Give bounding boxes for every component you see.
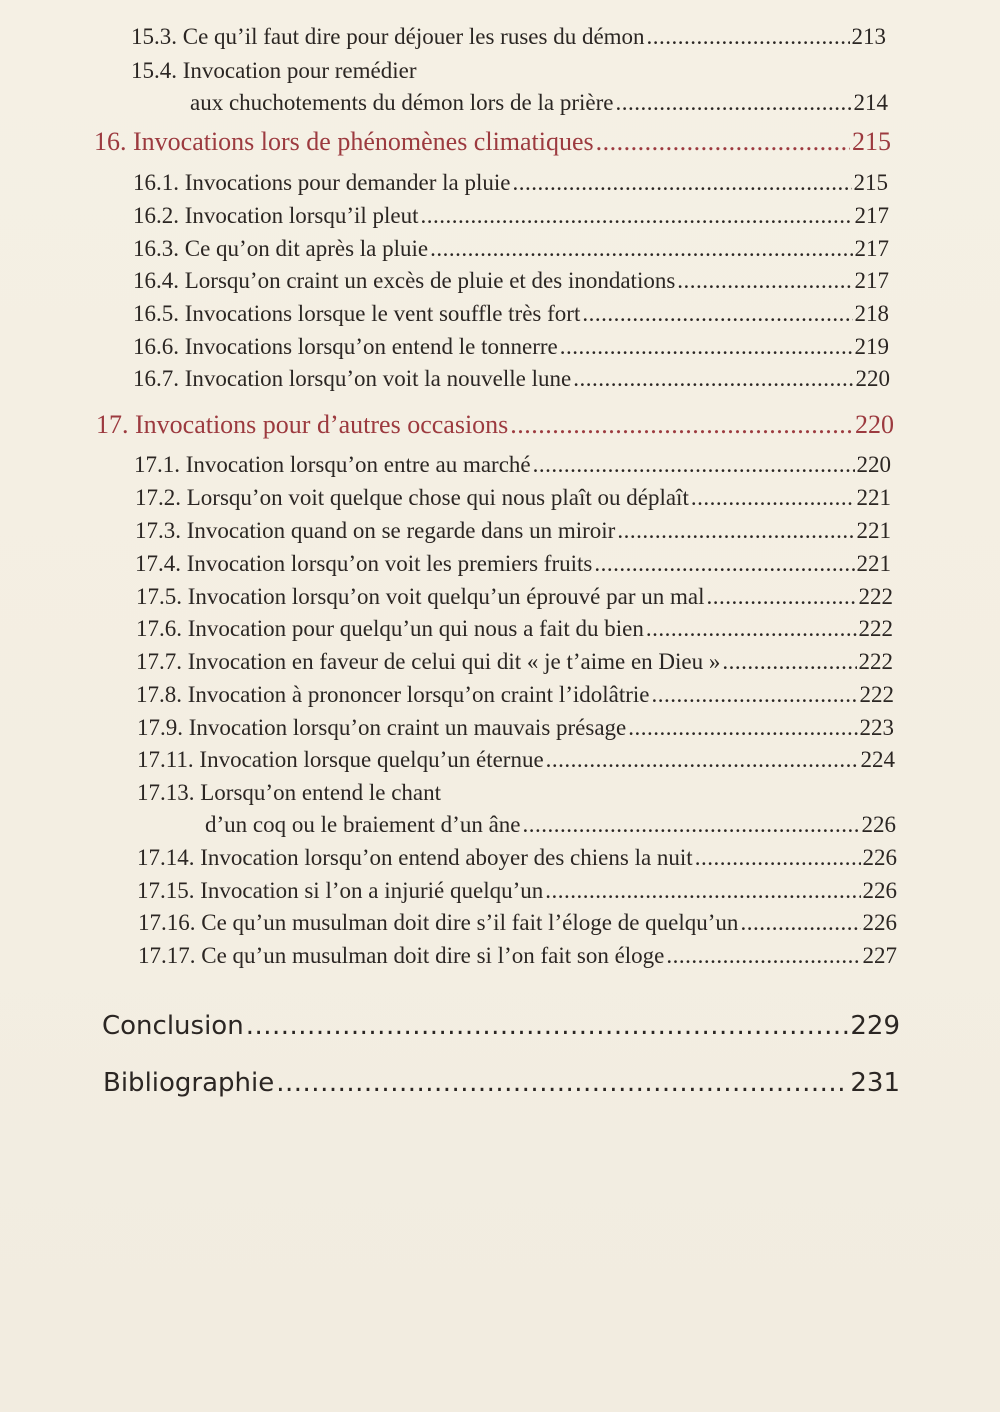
chapter-page: 220 xyxy=(855,410,894,439)
dot-leader xyxy=(596,127,850,157)
chapter-number: 16. xyxy=(94,127,127,156)
toc-entry-16-5 xyxy=(133,301,889,327)
entry-number: 17.11. xyxy=(137,747,194,772)
entry-page: 222 xyxy=(858,584,893,609)
section-page: 229 xyxy=(850,1011,900,1041)
toc-entry-17-9 xyxy=(137,715,894,741)
dot-leader xyxy=(533,452,855,478)
toc-bibliographie xyxy=(103,1068,900,1098)
entry-number: 16.5. xyxy=(133,301,179,326)
entry-page: 226 xyxy=(861,812,896,837)
section-page: 231 xyxy=(850,1068,900,1098)
entry-title: Invocation lorsqu’on voit les premiers fruits xyxy=(186,551,593,576)
toc-entry-17-16 xyxy=(138,910,897,936)
toc-entry-16-7 xyxy=(133,366,890,392)
section-title: Conclusion xyxy=(102,1011,244,1041)
toc-entry-17-15 xyxy=(137,878,897,904)
entry-number: 16.1. xyxy=(133,170,179,195)
chapter-page: 215 xyxy=(852,127,891,156)
entry-title: Lorsqu’on entend le chant xyxy=(200,780,442,805)
toc-entry-16-1 xyxy=(133,170,888,196)
entry-title: aux chuchotements du démon lors de la prière xyxy=(190,90,614,115)
toc-entry-17-17 xyxy=(138,943,897,969)
entry-page: 217 xyxy=(854,236,889,261)
entry-title: Invocations lorsque le vent souffle très fort xyxy=(184,301,581,326)
toc-entry-16-6 xyxy=(133,334,889,360)
toc-entry-17-3 xyxy=(135,518,891,544)
toc-entry-15-3 xyxy=(131,24,886,50)
entry-page: 220 xyxy=(855,366,890,391)
entry-number: 17.9. xyxy=(137,715,183,740)
dot-leader xyxy=(594,551,854,577)
entry-number: 17.4. xyxy=(135,551,181,576)
entry-title: Invocation quand on se regarde dans un miroir xyxy=(186,518,616,543)
dot-leader xyxy=(512,170,851,196)
entry-title: d’un coq ou le braiement d’un âne xyxy=(205,812,521,837)
dot-leader xyxy=(246,1011,849,1041)
toc-entry-16-2 xyxy=(133,203,889,229)
entry-number: 17.17. xyxy=(138,943,196,968)
entry-number: 17.14. xyxy=(137,845,195,870)
entry-page: 215 xyxy=(853,170,888,195)
entry-number: 17.3. xyxy=(135,518,181,543)
toc-conclusion xyxy=(102,1011,900,1041)
entry-title: Invocation lorsqu’on craint un mauvais présage xyxy=(188,715,627,740)
toc-entry-17-11 xyxy=(137,747,895,773)
dot-leader xyxy=(617,518,854,544)
dot-leader xyxy=(582,301,852,327)
dot-leader xyxy=(695,845,861,871)
dot-leader xyxy=(647,24,850,50)
entry-title: Ce qu’un musulman doit dire s’il fait l’éloge de quelqu’un xyxy=(201,910,739,935)
dot-leader xyxy=(722,649,856,675)
entry-page: 224 xyxy=(860,747,895,772)
dot-leader xyxy=(677,268,852,294)
entry-title: Ce qu’on dit après la pluie xyxy=(184,236,429,261)
entry-number: 15.3. xyxy=(131,24,177,49)
entry-number: 17.6. xyxy=(136,616,182,641)
entry-number: 17.1. xyxy=(134,452,180,477)
dot-leader xyxy=(545,878,860,904)
entry-number: 17.2. xyxy=(135,485,181,510)
toc-chapter-16 xyxy=(94,127,891,157)
dot-leader xyxy=(573,366,853,392)
toc-entry-17-13 xyxy=(137,780,441,806)
dot-leader xyxy=(510,410,853,440)
toc-entry-16-4 xyxy=(133,268,889,294)
toc-entry-17-14 xyxy=(137,845,897,871)
toc-entry-16-3 xyxy=(133,236,889,262)
entry-number: 16.6. xyxy=(133,334,179,359)
entry-title: Invocation lorsqu’on voit quelqu’un éprouvé par un mal xyxy=(187,584,705,609)
entry-page: 217 xyxy=(854,203,889,228)
dot-leader xyxy=(546,747,859,773)
entry-number: 16.4. xyxy=(133,268,179,293)
toc-entry-17-6 xyxy=(136,616,893,642)
entry-title: Invocations lorsqu’on entend le tonnerre xyxy=(184,334,558,359)
entry-page: 221 xyxy=(856,551,891,576)
entry-page: 222 xyxy=(858,616,893,641)
entry-title: Invocation à prononcer lorsqu’on craint l’idolâtrie xyxy=(187,682,650,707)
entry-page: 223 xyxy=(859,715,894,740)
entry-number: 17.7. xyxy=(136,649,182,674)
entry-number: 17.16. xyxy=(138,910,196,935)
toc-chapter-17 xyxy=(96,410,894,440)
dot-leader xyxy=(523,812,860,838)
toc-entry-17-2 xyxy=(135,485,891,511)
entry-title: Invocation lorsqu’on voit la nouvelle lune xyxy=(184,366,572,391)
toc-entry-15-4-continued xyxy=(190,90,888,116)
section-title: Bibliographie xyxy=(103,1068,275,1098)
toc-entry-17-1 xyxy=(134,452,891,478)
dot-leader xyxy=(421,203,853,229)
entry-page: 226 xyxy=(862,878,897,903)
toc-entry-17-7 xyxy=(136,649,893,675)
entry-title: Invocation si l’on a injurié quelqu’un xyxy=(200,878,544,903)
entry-page: 227 xyxy=(862,943,897,968)
chapter-number: 17. xyxy=(96,410,129,439)
entry-title: Lorsqu’on craint un excès de pluie et des inondations xyxy=(184,268,676,293)
chapter-title: Invocations lors de phénomènes climatiques xyxy=(133,127,594,156)
entry-title: Invocation en faveur de celui qui dit « je t’aime en Dieu » xyxy=(187,649,721,674)
entry-number: 15.4. xyxy=(131,58,177,83)
entry-page: 217 xyxy=(854,268,889,293)
dot-leader xyxy=(740,910,860,936)
entry-number: 17.13. xyxy=(137,780,195,805)
entry-title: Invocation lorsqu’il pleut xyxy=(184,203,419,228)
dot-leader xyxy=(615,90,851,116)
dot-leader xyxy=(628,715,857,741)
toc-entry-17-13-continued xyxy=(205,812,896,838)
entry-page: 214 xyxy=(853,90,888,115)
entry-number: 17.8. xyxy=(136,682,182,707)
toc-entry-17-8 xyxy=(136,682,894,708)
dot-leader xyxy=(652,682,858,708)
entry-page: 222 xyxy=(858,649,893,674)
dot-leader xyxy=(430,236,852,262)
entry-number: 16.3. xyxy=(133,236,179,261)
dot-leader xyxy=(707,584,857,610)
toc-entry-17-5 xyxy=(136,584,893,610)
entry-number: 16.7. xyxy=(133,366,179,391)
entry-number: 17.15. xyxy=(137,878,195,903)
dot-leader xyxy=(276,1068,848,1098)
chapter-title: Invocations pour d’autres occasions xyxy=(135,410,509,439)
entry-title: Invocation pour quelqu’un qui nous a fait du bien xyxy=(187,616,644,641)
entry-title: Invocation lorsqu’on entre au marché xyxy=(185,452,531,477)
entry-page: 226 xyxy=(862,910,897,935)
entry-page: 226 xyxy=(862,845,897,870)
entry-title: Ce qu’un musulman doit dire si l’on fait son éloge xyxy=(201,943,665,968)
entry-title: Ce qu’il faut dire pour déjouer les ruses du démon xyxy=(182,24,645,49)
entry-title: Invocation lorsqu’on entend aboyer des chiens la nuit xyxy=(200,845,693,870)
entry-number: 17.5. xyxy=(136,584,182,609)
toc-entry-17-4 xyxy=(135,551,891,577)
entry-title: Invocations pour demander la pluie xyxy=(184,170,511,195)
entry-page: 222 xyxy=(859,682,894,707)
entry-number: 16.2. xyxy=(133,203,179,228)
dot-leader xyxy=(666,943,860,969)
entry-title: Invocation lorsque quelqu’un éternue xyxy=(199,747,544,772)
entry-page: 220 xyxy=(856,452,891,477)
toc-entry-15-4 xyxy=(131,58,417,84)
dot-leader xyxy=(691,485,855,511)
dot-leader xyxy=(560,334,853,360)
entry-page: 221 xyxy=(856,485,891,510)
entry-page: 219 xyxy=(854,334,889,359)
entry-page: 218 xyxy=(854,301,889,326)
entry-title: Lorsqu’on voit quelque chose qui nous plaît ou déplaît xyxy=(186,485,689,510)
entry-title: Invocation pour remédier xyxy=(182,58,417,83)
dot-leader xyxy=(646,616,857,642)
entry-page: 221 xyxy=(856,518,891,543)
entry-page: 213 xyxy=(851,24,886,49)
